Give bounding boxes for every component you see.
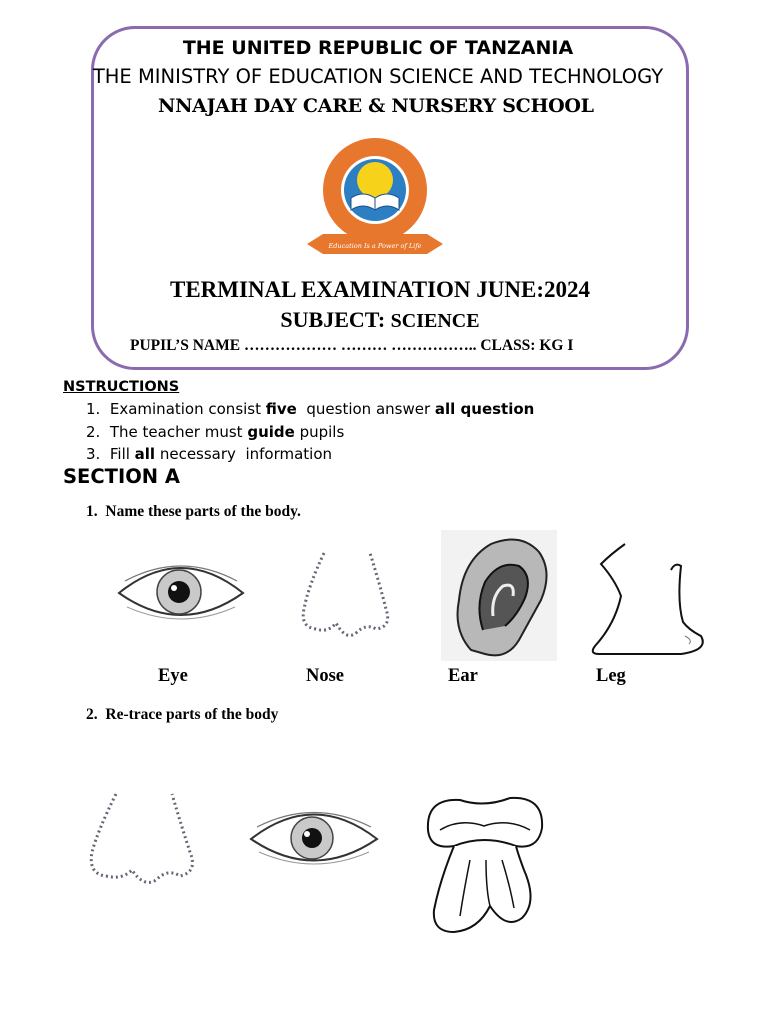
exam-title: TERMINAL EXAMINATION JUNE:2024 (170, 277, 590, 302)
caption-nose: Nose (306, 666, 345, 686)
ear-picture (441, 530, 557, 661)
caption-eye: Eye (158, 666, 188, 686)
ministry-title: THE MINISTRY OF EDUCATION SCIENCE AND TECHNOLOGY (92, 65, 664, 88)
nose-trace-picture (76, 790, 216, 894)
pupil-name-line: PUPIL’S NAME ……………… ……… …………….. CLASS: KG I (130, 337, 574, 354)
caption-leg: Leg (596, 666, 626, 686)
nose-picture (290, 547, 408, 647)
instruction-item: 3. Fill all necessary information (86, 445, 333, 463)
school-name: NNAJAH DAY CARE & NURSERY SCHOOL (158, 95, 594, 117)
instruction-item: 2. The teacher must guide pupils (86, 423, 345, 441)
subject-line (0, 307, 764, 333)
country-title: THE UNITED REPUBLIC OF TANZANIA (182, 37, 574, 59)
school-logo (305, 138, 445, 260)
instruction-item: 1. Examination consist five question answer all question (86, 400, 535, 418)
eye-picture (113, 547, 248, 639)
instructions-heading: NSTRUCTIONS (63, 379, 180, 395)
caption-ear: Ear (448, 666, 478, 686)
subject-label: SUBJECT: (280, 307, 386, 332)
mouth-tongue-picture (420, 790, 550, 936)
question-2: 2. Re-trace parts of the body (86, 706, 279, 723)
leg-picture (585, 540, 713, 662)
question-1: 1. Name these parts of the body. (86, 503, 301, 520)
logo-motto: Education Is a Power of Life (328, 242, 422, 250)
subject-value: SCIENCE (390, 310, 480, 332)
eye-trace-picture (245, 794, 383, 884)
section-heading: SECTION A (63, 465, 181, 488)
